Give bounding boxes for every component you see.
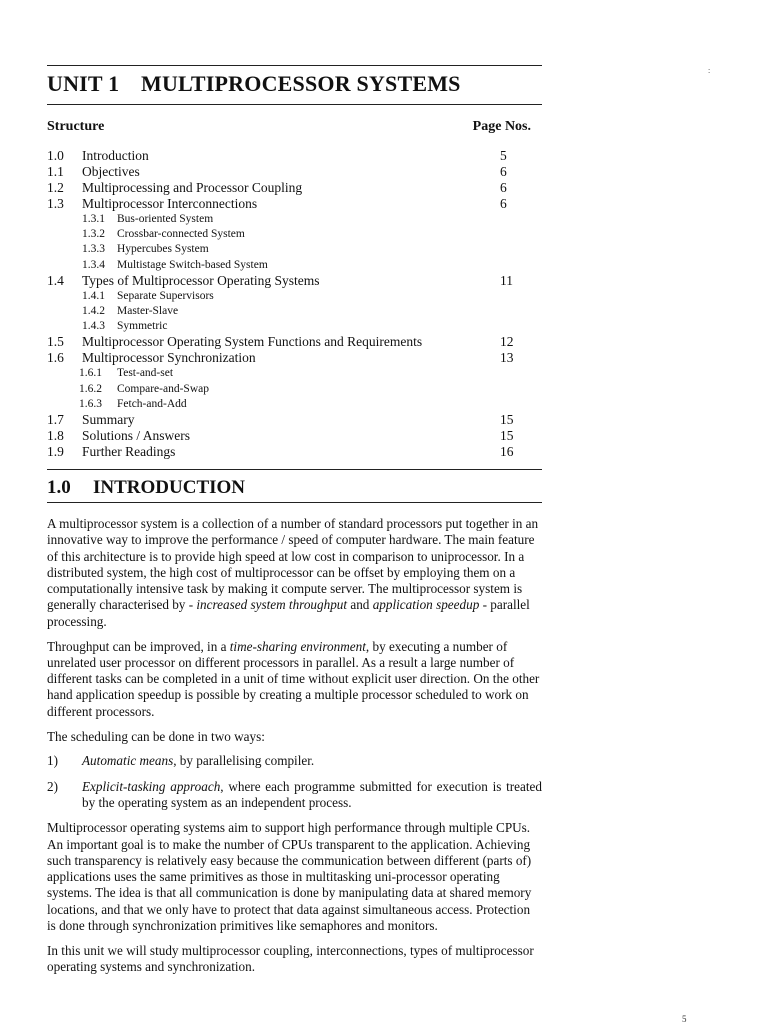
unit-title-text: MULTIPROCESSOR SYSTEMS	[141, 71, 461, 96]
page-nos-heading: Page Nos.	[472, 119, 531, 134]
structure-header	[47, 119, 531, 135]
toc-entry-page: 5	[500, 148, 507, 163]
unit-title	[47, 71, 461, 97]
toc-entry	[47, 258, 542, 273]
toc-entry	[47, 304, 542, 319]
section-heading-introduction	[47, 477, 245, 499]
toc-entry-title: Multiprocessor Operating System Functions and Requirements	[82, 334, 423, 350]
paragraph-1-text-c: - parallel processing.	[47, 597, 530, 629]
toc-entry-title: Further Readings	[82, 443, 176, 459]
toc-entry-title: Multiprocessor Synchronization	[82, 350, 256, 366]
paragraph-2-text-b: , by executing a number of unrelated user processor on different processors in parallel. As a result a large number of different tasks can be completed in a unit of time without explicit user direction. On the other hand application speedup is possible by creating a multiple processor scheduled to work on different processors.	[47, 638, 540, 719]
structure-heading: Structure	[47, 119, 105, 134]
list-item-label: 2)	[47, 778, 58, 794]
toc-entry-number: 1.3.1	[82, 213, 105, 225]
toc-entry-title: Solutions / Answers	[82, 427, 191, 443]
toc-entry-title: Test-and-set	[117, 367, 174, 380]
emphasis-time-sharing: time-sharing environment	[229, 638, 366, 654]
paragraph-2-text-a: Throughput can be improved, in a	[47, 638, 230, 654]
paragraph-5: In this unit we will study multiprocessor coupling, interconnections, types of multiprocessor operating systems and synchronization.	[47, 942, 534, 975]
title-rule	[47, 104, 542, 105]
toc-entry-number: 1.1	[47, 164, 64, 179]
toc-entry	[47, 366, 542, 381]
toc-entry	[47, 428, 542, 444]
toc-entry-title: Introduction	[82, 148, 149, 163]
toc-entry-title: Fetch-and-Add	[117, 397, 187, 410]
toc-entry	[47, 412, 542, 428]
toc-entry	[47, 350, 542, 366]
toc-entry-title: Types of Multiprocessor Operating Systems	[82, 272, 320, 288]
toc-entry-title: Multiprocessing and Processor Coupling	[82, 180, 303, 195]
toc-entry-page: 6	[500, 180, 507, 195]
toc-entry-page: 16	[500, 443, 514, 459]
toc-entry-page: 6	[500, 196, 507, 211]
toc-entry-number: 1.6	[47, 350, 64, 366]
list-item-emphasis: Explicit-tasking approach	[82, 778, 221, 794]
paragraph-1-text-b: and	[347, 597, 373, 613]
toc-entry-page: 15	[500, 427, 514, 443]
toc-entry-number: 1.3.4	[82, 258, 105, 271]
toc-entry-title: Symmetric	[117, 320, 168, 333]
toc-entry-number: 1.7	[47, 411, 64, 427]
toc-entry-number: 1.8	[47, 427, 64, 443]
toc-entry-number: 1.4.2	[82, 304, 105, 317]
emphasis-increased-throughput: increased system throughput	[196, 597, 348, 613]
toc-entry-title: Multiprocessor Interconnections	[82, 196, 258, 211]
toc-entry	[47, 319, 542, 334]
paragraph-2	[47, 639, 542, 720]
list-item	[47, 753, 542, 769]
toc-entry	[47, 289, 542, 304]
list-item-label: 1)	[47, 753, 58, 769]
toc-entry-title: Compare-and-Swap	[117, 382, 209, 395]
toc-entry-page: 15	[500, 411, 514, 427]
toc-entry-number: 1.9	[47, 443, 64, 459]
toc-entry-title: Bus-oriented System	[117, 213, 214, 225]
toc-entry-number: 1.6.3	[79, 397, 102, 410]
toc-entry	[47, 397, 542, 412]
toc-entry-number: 1.3	[47, 196, 64, 211]
toc-entry-number: 1.6.2	[79, 382, 102, 395]
toc-entry-number: 1.6.1	[79, 367, 102, 380]
page-number: 5	[682, 1014, 687, 1024]
intro-rule	[47, 502, 542, 503]
toc-entry	[47, 212, 542, 227]
toc-entry	[47, 242, 542, 257]
toc-entry-title: Hypercubes System	[117, 243, 209, 256]
toc-entry-number: 1.2	[47, 180, 64, 195]
toc-bottom-rule	[47, 469, 542, 470]
toc-entry	[47, 180, 542, 196]
introduction-body	[47, 516, 542, 984]
toc-entry-number: 1.4.1	[82, 289, 105, 302]
toc-entry	[47, 382, 542, 397]
table-of-contents	[47, 148, 542, 460]
toc-entry-title: Separate Supervisors	[117, 289, 214, 302]
list-item	[47, 779, 542, 812]
toc-entry-number: 1.3.2	[82, 228, 105, 241]
section-number: 1.0	[47, 477, 71, 498]
paragraph-1	[47, 516, 542, 630]
list-item-emphasis: Automatic means	[82, 753, 174, 769]
paragraph-1-text-a: A multiprocessor system is a collection of a number of standard processors put together in an innovative way to improve the performance / speed of computer hardware. The main feature of this architecture is to provide high speed at low cost in comparison to uniprocessor. In a distributed system, the high cost of multiprocessor can be offset by employing them on a computationally intensive task by making it compute server. The multiprocessor system is generally characterised by -	[47, 516, 539, 613]
toc-entry	[47, 444, 542, 460]
toc-entry	[47, 273, 542, 289]
toc-entry-page: 13	[500, 350, 514, 366]
toc-entry	[47, 164, 542, 180]
margin-mark: :	[708, 66, 711, 75]
toc-entry-page: 11	[500, 272, 513, 288]
toc-entry-number: 1.5	[47, 334, 64, 350]
toc-entry-title: Crossbar-connected System	[117, 228, 245, 241]
toc-entry-title: Summary	[82, 411, 135, 427]
list-item-text: , where each programme submitted for execution is treated by the operating system as an independent process.	[82, 778, 542, 810]
section-title: INTRODUCTION	[93, 477, 246, 498]
toc-entry-number: 1.3.3	[82, 243, 105, 256]
toc-entry	[47, 334, 542, 350]
toc-entry-number: 1.4	[47, 272, 64, 288]
toc-entry-title: Multistage Switch-based System	[117, 258, 268, 271]
toc-entry	[47, 196, 542, 212]
unit-number: UNIT 1	[47, 71, 120, 96]
top-rule	[47, 65, 542, 66]
emphasis-application-speedup: application speedup	[372, 597, 480, 613]
toc-entry-title: Master-Slave	[117, 304, 179, 317]
toc-entry-page: 6	[500, 164, 507, 179]
toc-entry-number: 1.4.3	[82, 320, 105, 333]
toc-entry-title: Objectives	[82, 164, 140, 179]
toc-entry-page: 12	[500, 334, 514, 350]
toc-entry	[47, 227, 542, 242]
paragraph-3: The scheduling can be done in two ways:	[47, 728, 265, 744]
toc-entry-number: 1.0	[47, 148, 64, 163]
list-item-text: , by parallelising compiler.	[173, 753, 315, 769]
paragraph-4: Multiprocessor operating systems aim to support high performance through multiple CPUs. An important goal is to make the number of CPUs transparent to the application. Achieving such transparency is relatively easy because the communication between different (parts of) applications uses the same primitives as those in multitasking uni-processor operating systems. The idea is that all communication is done by manipulating data at shared memory locations, and that we only have to protect that data against simultaneous access. Protection is done through synchronization primitives like semaphores and monitors.	[47, 820, 532, 934]
toc-entry	[47, 148, 542, 164]
